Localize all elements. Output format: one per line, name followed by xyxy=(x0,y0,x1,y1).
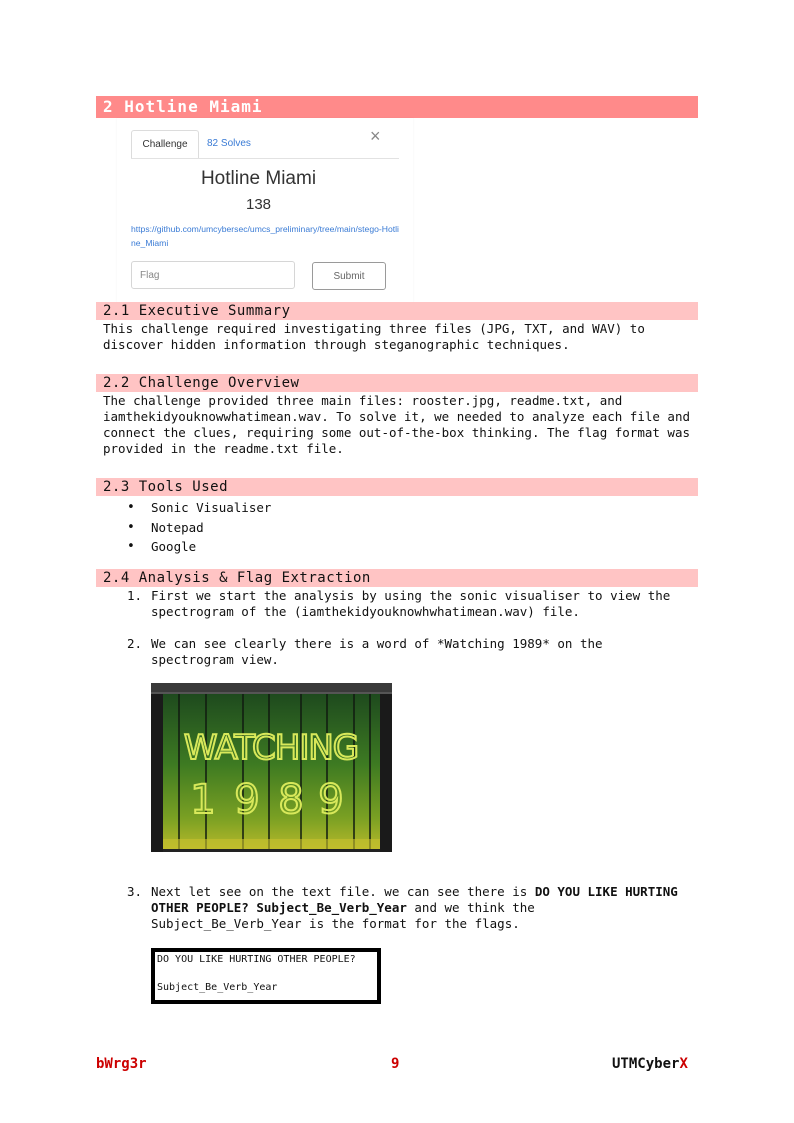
challenge-overview-text: The challenge provided three main files: rooster.jpg, readme.txt, and iamthekidyouknowwhatimean.wav. To solve it, we needed to analyze each file and connect the clues, requiring some out-of-the-box thinking. The flag format was provided in the readme.txt file. xyxy=(103,393,690,456)
heading-executive-summary: 2.1 Executive Summary xyxy=(96,302,698,320)
step-text-bold: DO YOU LIKE HURTING OTHER PEOPLE? Subject_Be_Verb_Year xyxy=(151,884,678,915)
heading-tools-used: 2.3 Tools Used xyxy=(96,478,698,496)
executive-summary-text: This challenge required investigating three files (JPG, TXT, and WAV) to discover hidden information through steganographic techniques. xyxy=(103,321,645,352)
step-number: 3. xyxy=(127,884,143,899)
spectrogram-image xyxy=(151,683,392,852)
page-number: 9 xyxy=(391,1056,400,1072)
flag-input[interactable] xyxy=(131,261,295,289)
spectrogram-digit: 9 xyxy=(318,777,344,823)
heading-analysis: 2.4 Analysis & Flag Extraction xyxy=(96,569,698,587)
challenge-title: Hotline Miami xyxy=(200,168,317,189)
footer-team xyxy=(612,1056,688,1072)
tab-challenge[interactable]: Challenge xyxy=(131,130,199,159)
footer-team-suffix: X xyxy=(679,1056,688,1072)
close-icon[interactable]: × xyxy=(370,126,381,146)
readme-line: Subject_Be_Verb_Year xyxy=(157,982,278,993)
list-item: • Google xyxy=(103,537,271,557)
step-text: First we start the analysis by using the sonic visualiser to view the spectrogram of the (iamthekidyouknowhwhatimean.wav) file. xyxy=(151,588,671,619)
step-text xyxy=(151,884,691,932)
spectrogram-digit: 9 xyxy=(234,777,260,823)
list-item: • Sonic Visualiser xyxy=(103,498,271,518)
challenge-card xyxy=(117,118,413,302)
footer-author: bWrg3r xyxy=(96,1056,147,1072)
heading-challenge-overview: 2.2 Challenge Overview xyxy=(96,374,698,392)
readme-line: DO YOU LIKE HURTING OTHER PEOPLE? xyxy=(157,954,356,965)
spectrogram-word: WATCHING xyxy=(183,728,359,768)
step-text-part: and we think the Subject_Be_Verb_Year is the format for the flags. xyxy=(151,900,535,931)
challenge-link[interactable]: https://github.com/umcybersec/umcs_preliminary/tree/main/stego-Hotline_Miami xyxy=(131,224,399,248)
section-title: 2 Hotline Miami xyxy=(96,96,698,118)
challenge-points: 138 xyxy=(245,196,272,213)
list-item: • Notepad xyxy=(103,518,271,538)
submit-button[interactable]: Submit xyxy=(312,262,386,290)
spectrogram-graphic xyxy=(151,683,392,852)
step-text-part: Next let see on the text file. we can see there is xyxy=(151,884,535,899)
tab-solves[interactable]: 82 Solves xyxy=(207,138,251,149)
readme-screenshot xyxy=(151,948,381,1004)
footer-team-name: UTMCyber xyxy=(612,1056,680,1072)
spectrogram-digit: 1 xyxy=(190,777,216,823)
step-number: 1. xyxy=(127,588,143,603)
step-number: 2. xyxy=(127,636,143,651)
tab-divider xyxy=(131,158,399,159)
tools-list xyxy=(103,498,271,557)
spectrogram-digit: 8 xyxy=(278,777,304,823)
step-text: We can see clearly there is a word of *Watching 1989* on the spectrogram view. xyxy=(151,636,603,667)
